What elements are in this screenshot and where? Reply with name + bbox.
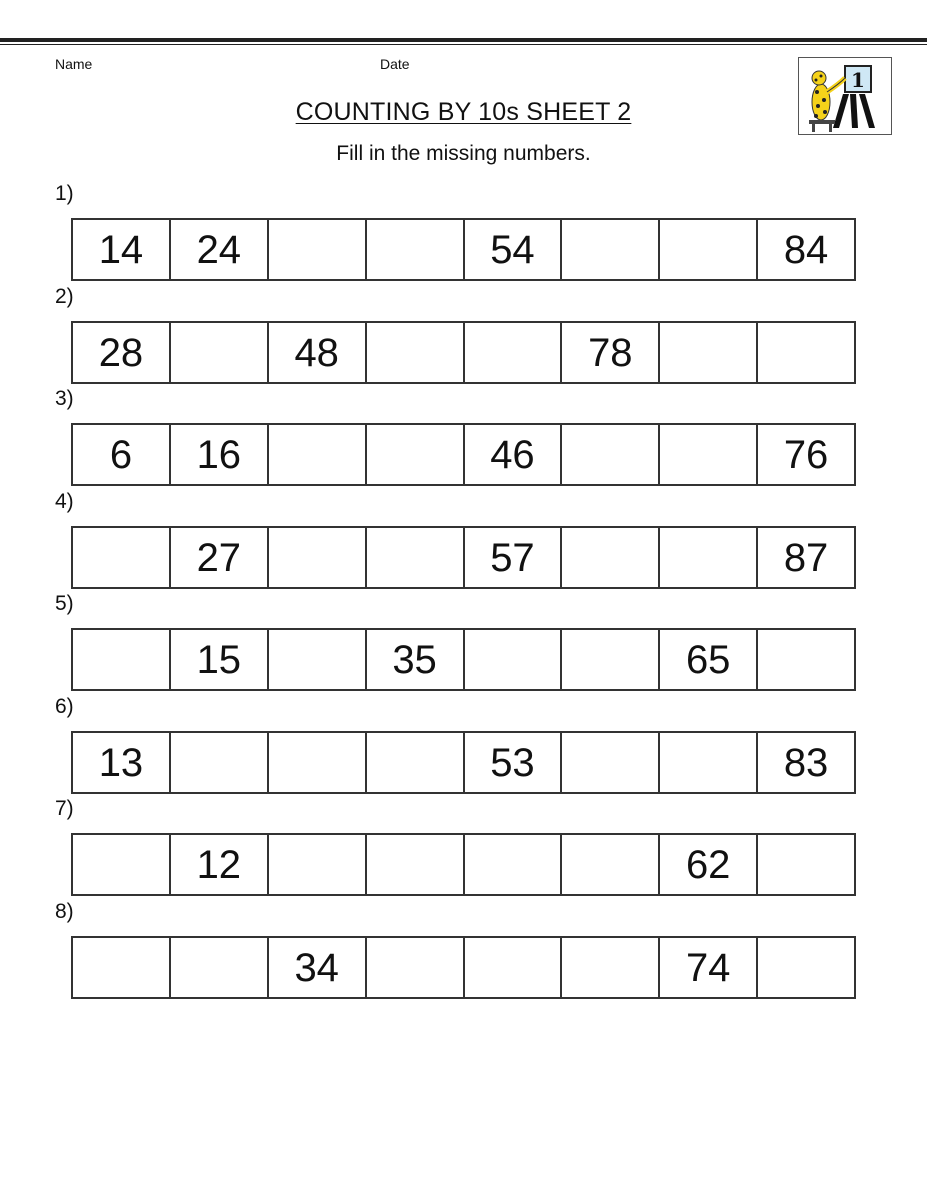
given-number-cell: 14	[73, 220, 171, 281]
blank-answer-cell[interactable]	[758, 630, 856, 691]
worksheet-instructions: Fill in the missing numbers.	[336, 142, 591, 165]
blank-answer-cell[interactable]	[367, 528, 465, 589]
blank-answer-cell[interactable]	[562, 835, 660, 896]
number-row	[71, 423, 856, 486]
blank-answer-cell[interactable]	[269, 733, 367, 794]
given-number-cell: 53	[465, 733, 563, 794]
blank-answer-cell[interactable]	[367, 323, 465, 384]
blank-answer-cell[interactable]	[367, 425, 465, 486]
blank-answer-cell[interactable]	[562, 733, 660, 794]
date-label: Date	[380, 56, 410, 72]
blank-answer-cell[interactable]	[73, 528, 171, 589]
blank-answer-cell[interactable]	[562, 630, 660, 691]
given-number-cell: 13	[73, 733, 171, 794]
blank-answer-cell[interactable]	[660, 733, 758, 794]
blank-answer-cell[interactable]	[269, 220, 367, 281]
blank-answer-cell[interactable]	[465, 835, 563, 896]
logo-badge-text: 1	[851, 68, 865, 92]
blank-answer-cell[interactable]	[269, 835, 367, 896]
blank-answer-cell[interactable]	[562, 220, 660, 281]
blank-answer-cell[interactable]	[171, 323, 269, 384]
number-row	[71, 628, 856, 691]
problem-label: 8)	[55, 900, 74, 923]
given-number-cell: 84	[758, 220, 856, 281]
number-row	[71, 218, 856, 281]
given-number-cell: 83	[758, 733, 856, 794]
blank-answer-cell[interactable]	[73, 630, 171, 691]
given-number-cell: 78	[562, 323, 660, 384]
given-number-cell: 48	[269, 323, 367, 384]
blank-answer-cell[interactable]	[367, 835, 465, 896]
given-number-cell: 34	[269, 938, 367, 999]
blank-answer-cell[interactable]	[171, 938, 269, 999]
problem-label: 7)	[55, 797, 74, 820]
blank-answer-cell[interactable]	[465, 630, 563, 691]
blank-answer-cell[interactable]	[758, 835, 856, 896]
problem-label: 4)	[55, 490, 74, 513]
problem-label: 3)	[55, 387, 74, 410]
given-number-cell: 16	[171, 425, 269, 486]
blank-answer-cell[interactable]	[660, 528, 758, 589]
given-number-cell: 28	[73, 323, 171, 384]
number-row	[71, 526, 856, 589]
given-number-cell: 57	[465, 528, 563, 589]
blank-answer-cell[interactable]	[465, 938, 563, 999]
problem-label: 1)	[55, 182, 74, 205]
given-number-cell: 54	[465, 220, 563, 281]
blank-answer-cell[interactable]	[367, 220, 465, 281]
top-rule	[0, 38, 927, 42]
number-row	[71, 731, 856, 794]
number-row	[71, 321, 856, 384]
given-number-cell: 12	[171, 835, 269, 896]
worksheet-title: COUNTING BY 10s SHEET 2	[295, 98, 632, 126]
blank-answer-cell[interactable]	[73, 938, 171, 999]
blank-answer-cell[interactable]	[562, 528, 660, 589]
problem-label: 2)	[55, 285, 74, 308]
given-number-cell: 15	[171, 630, 269, 691]
top-rule-thin	[0, 44, 927, 45]
blank-answer-cell[interactable]	[367, 733, 465, 794]
blank-answer-cell[interactable]	[269, 425, 367, 486]
given-number-cell: 76	[758, 425, 856, 486]
blank-answer-cell[interactable]	[660, 425, 758, 486]
blank-answer-cell[interactable]	[758, 323, 856, 384]
blank-answer-cell[interactable]	[465, 323, 563, 384]
number-row	[71, 833, 856, 896]
number-row	[71, 936, 856, 999]
blank-answer-cell[interactable]	[660, 323, 758, 384]
blank-answer-cell[interactable]	[367, 938, 465, 999]
problem-label: 6)	[55, 695, 74, 718]
blank-answer-cell[interactable]	[171, 733, 269, 794]
given-number-cell: 62	[660, 835, 758, 896]
given-number-cell: 74	[660, 938, 758, 999]
blank-answer-cell[interactable]	[269, 630, 367, 691]
given-number-cell: 35	[367, 630, 465, 691]
blank-answer-cell[interactable]	[758, 938, 856, 999]
given-number-cell: 87	[758, 528, 856, 589]
given-number-cell: 24	[171, 220, 269, 281]
name-label: Name	[55, 56, 93, 72]
given-number-cell: 46	[465, 425, 563, 486]
blank-answer-cell[interactable]	[660, 220, 758, 281]
blank-answer-cell[interactable]	[562, 425, 660, 486]
blank-answer-cell[interactable]	[269, 528, 367, 589]
given-number-cell: 6	[73, 425, 171, 486]
blank-answer-cell[interactable]	[73, 835, 171, 896]
given-number-cell: 27	[171, 528, 269, 589]
blank-answer-cell[interactable]	[562, 938, 660, 999]
problem-label: 5)	[55, 592, 74, 615]
given-number-cell: 65	[660, 630, 758, 691]
